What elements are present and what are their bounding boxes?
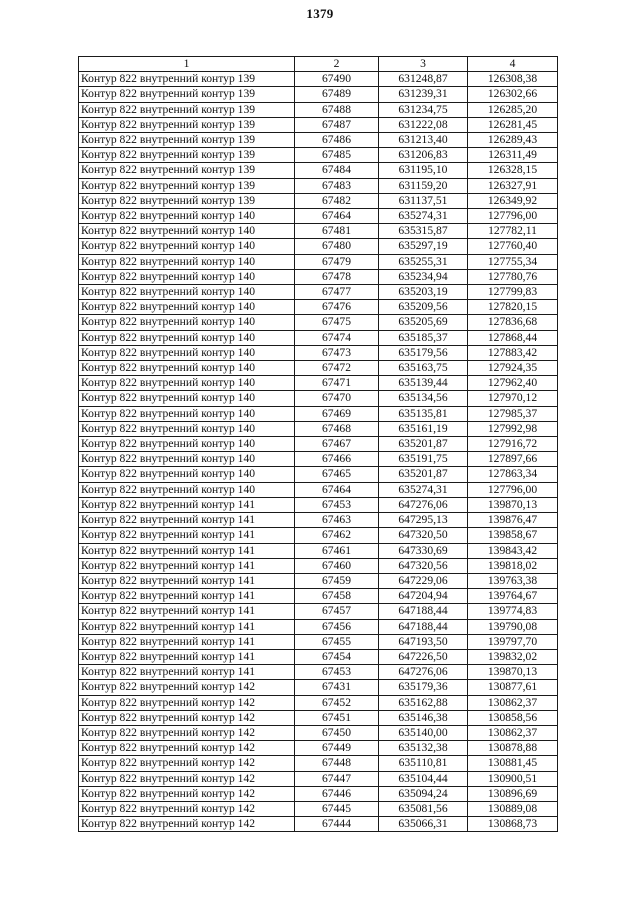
table-body	[79, 72, 558, 832]
y-coordinate-cell: 139764,67	[468, 589, 558, 604]
contour-name-cell: Контур 822 внутренний контур 140	[79, 467, 295, 482]
table-row	[79, 649, 558, 664]
x-coordinate-cell: 635179,36	[379, 680, 468, 695]
table-row	[79, 725, 558, 740]
y-coordinate-cell: 139858,67	[468, 528, 558, 543]
x-coordinate-cell: 635132,38	[379, 741, 468, 756]
table-row	[79, 87, 558, 102]
point-number-cell: 67474	[295, 330, 379, 345]
contour-name-cell: Контур 822 внутренний контур 141	[79, 649, 295, 664]
point-number-cell: 67467	[295, 437, 379, 452]
x-coordinate-cell: 635104,44	[379, 771, 468, 786]
column-header-4: 4	[468, 57, 558, 72]
table-row	[79, 695, 558, 710]
table-row	[79, 133, 558, 148]
contour-name-cell: Контур 822 внутренний контур 141	[79, 528, 295, 543]
x-coordinate-cell: 647188,44	[379, 619, 468, 634]
contour-name-cell: Контур 822 внутренний контур 139	[79, 102, 295, 117]
table-row	[79, 391, 558, 406]
point-number-cell: 67478	[295, 269, 379, 284]
table-row	[79, 513, 558, 528]
point-number-cell: 67463	[295, 513, 379, 528]
y-coordinate-cell: 139790,08	[468, 619, 558, 634]
point-number-cell: 67476	[295, 300, 379, 315]
x-coordinate-cell: 647229,06	[379, 573, 468, 588]
contour-name-cell: Контур 822 внутренний контур 140	[79, 285, 295, 300]
x-coordinate-cell: 647330,69	[379, 543, 468, 558]
x-coordinate-cell: 631213,40	[379, 133, 468, 148]
point-number-cell: 67485	[295, 148, 379, 163]
point-number-cell: 67461	[295, 543, 379, 558]
contour-name-cell: Контур 822 внутренний контур 140	[79, 406, 295, 421]
y-coordinate-cell: 127836,68	[468, 315, 558, 330]
page-number: 1379	[306, 6, 334, 21]
contour-name-cell: Контур 822 внутренний контур 141	[79, 573, 295, 588]
table-row	[79, 148, 558, 163]
table-row	[79, 178, 558, 193]
y-coordinate-cell: 130889,08	[468, 801, 558, 816]
point-number-cell: 67486	[295, 133, 379, 148]
x-coordinate-cell: 635163,75	[379, 361, 468, 376]
contour-name-cell: Контур 822 внутренний контур 141	[79, 589, 295, 604]
table-row	[79, 482, 558, 497]
y-coordinate-cell: 127820,15	[468, 300, 558, 315]
contour-name-cell: Контур 822 внутренний контур 141	[79, 558, 295, 573]
y-coordinate-cell: 127863,34	[468, 467, 558, 482]
x-coordinate-cell: 631239,31	[379, 87, 468, 102]
y-coordinate-cell: 126302,66	[468, 87, 558, 102]
x-coordinate-cell: 635203,19	[379, 285, 468, 300]
contour-name-cell: Контур 822 внутренний контур 140	[79, 421, 295, 436]
contour-name-cell: Контур 822 внутренний контур 140	[79, 330, 295, 345]
contour-name-cell: Контур 822 внутренний контур 140	[79, 239, 295, 254]
table-row	[79, 437, 558, 452]
contour-name-cell: Контур 822 внутренний контур 142	[79, 680, 295, 695]
table-row	[79, 665, 558, 680]
y-coordinate-cell: 126349,92	[468, 193, 558, 208]
table-row	[79, 497, 558, 512]
table-row	[79, 117, 558, 132]
point-number-cell: 67471	[295, 376, 379, 391]
table-row	[79, 573, 558, 588]
y-coordinate-cell: 130900,51	[468, 771, 558, 786]
x-coordinate-cell: 635161,19	[379, 421, 468, 436]
table-header	[79, 57, 558, 72]
x-coordinate-cell: 635081,56	[379, 801, 468, 816]
contour-name-cell: Контур 822 внутренний контур 140	[79, 391, 295, 406]
x-coordinate-cell: 647276,06	[379, 497, 468, 512]
x-coordinate-cell: 635185,37	[379, 330, 468, 345]
table-row	[79, 421, 558, 436]
table-row	[79, 771, 558, 786]
table-row	[79, 269, 558, 284]
point-number-cell: 67480	[295, 239, 379, 254]
contour-name-cell: Контур 822 внутренний контур 142	[79, 695, 295, 710]
point-number-cell: 67446	[295, 786, 379, 801]
point-number-cell: 67470	[295, 391, 379, 406]
x-coordinate-cell: 635140,00	[379, 725, 468, 740]
point-number-cell: 67448	[295, 756, 379, 771]
contour-name-cell: Контур 822 внутренний контур 139	[79, 133, 295, 148]
y-coordinate-cell: 127782,11	[468, 224, 558, 239]
y-coordinate-cell: 130862,37	[468, 725, 558, 740]
contour-name-cell: Контур 822 внутренний контур 142	[79, 710, 295, 725]
point-number-cell: 67445	[295, 801, 379, 816]
table-row	[79, 224, 558, 239]
x-coordinate-cell: 631159,20	[379, 178, 468, 193]
x-coordinate-cell: 647204,94	[379, 589, 468, 604]
point-number-cell: 67449	[295, 741, 379, 756]
x-coordinate-cell: 635234,94	[379, 269, 468, 284]
point-number-cell: 67466	[295, 452, 379, 467]
y-coordinate-cell: 127916,72	[468, 437, 558, 452]
point-number-cell: 67481	[295, 224, 379, 239]
y-coordinate-cell: 127755,34	[468, 254, 558, 269]
contour-name-cell: Контур 822 внутренний контур 140	[79, 452, 295, 467]
table-row	[79, 239, 558, 254]
x-coordinate-cell: 631248,87	[379, 72, 468, 87]
table-row	[79, 756, 558, 771]
x-coordinate-cell: 635315,87	[379, 224, 468, 239]
table-row	[79, 786, 558, 801]
contour-name-cell: Контур 822 внутренний контур 142	[79, 801, 295, 816]
point-number-cell: 67459	[295, 573, 379, 588]
point-number-cell: 67453	[295, 497, 379, 512]
point-number-cell: 67431	[295, 680, 379, 695]
point-number-cell: 67487	[295, 117, 379, 132]
contour-name-cell: Контур 822 внутренний контур 139	[79, 163, 295, 178]
table-row	[79, 193, 558, 208]
y-coordinate-cell: 127780,76	[468, 269, 558, 284]
contour-name-cell: Контур 822 внутренний контур 139	[79, 72, 295, 87]
y-coordinate-cell: 127760,40	[468, 239, 558, 254]
y-coordinate-cell: 127924,35	[468, 361, 558, 376]
point-number-cell: 67489	[295, 87, 379, 102]
x-coordinate-cell: 647320,56	[379, 558, 468, 573]
x-coordinate-cell: 635066,31	[379, 817, 468, 832]
point-number-cell: 67479	[295, 254, 379, 269]
contour-name-cell: Контур 822 внутренний контур 142	[79, 817, 295, 832]
table-row	[79, 285, 558, 300]
y-coordinate-cell: 127897,66	[468, 452, 558, 467]
table-row	[79, 254, 558, 269]
point-number-cell: 67484	[295, 163, 379, 178]
y-coordinate-cell: 130896,69	[468, 786, 558, 801]
point-number-cell: 67473	[295, 345, 379, 360]
y-coordinate-cell: 127796,00	[468, 482, 558, 497]
x-coordinate-cell: 631137,51	[379, 193, 468, 208]
contour-name-cell: Контур 822 внутренний контур 140	[79, 482, 295, 497]
table-row	[79, 102, 558, 117]
y-coordinate-cell: 127796,00	[468, 209, 558, 224]
point-number-cell: 67447	[295, 771, 379, 786]
point-number-cell: 67444	[295, 817, 379, 832]
point-number-cell: 67464	[295, 209, 379, 224]
x-coordinate-cell: 647193,50	[379, 634, 468, 649]
contour-name-cell: Контур 822 внутренний контур 140	[79, 345, 295, 360]
y-coordinate-cell: 127970,12	[468, 391, 558, 406]
y-coordinate-cell: 139832,02	[468, 649, 558, 664]
point-number-cell: 67488	[295, 102, 379, 117]
y-coordinate-cell: 126311,49	[468, 148, 558, 163]
point-number-cell: 67460	[295, 558, 379, 573]
point-number-cell: 67457	[295, 604, 379, 619]
table-row	[79, 543, 558, 558]
point-number-cell: 67482	[295, 193, 379, 208]
point-number-cell: 67450	[295, 725, 379, 740]
y-coordinate-cell: 126289,43	[468, 133, 558, 148]
table-row	[79, 452, 558, 467]
contour-name-cell: Контур 822 внутренний контур 141	[79, 543, 295, 558]
contour-name-cell: Контур 822 внутренний контур 141	[79, 513, 295, 528]
x-coordinate-cell: 631206,83	[379, 148, 468, 163]
x-coordinate-cell: 635274,31	[379, 482, 468, 497]
table-row	[79, 528, 558, 543]
table-row	[79, 376, 558, 391]
column-header-2: 2	[295, 57, 379, 72]
y-coordinate-cell: 130868,73	[468, 817, 558, 832]
table-row	[79, 604, 558, 619]
contour-name-cell: Контур 822 внутренний контур 141	[79, 619, 295, 634]
contour-name-cell: Контур 822 внутренний контур 139	[79, 87, 295, 102]
y-coordinate-cell: 139876,47	[468, 513, 558, 528]
table-row	[79, 345, 558, 360]
table-row	[79, 209, 558, 224]
contour-name-cell: Контур 822 внутренний контур 140	[79, 224, 295, 239]
contour-name-cell: Контур 822 внутренний контур 139	[79, 178, 295, 193]
x-coordinate-cell: 631222,08	[379, 117, 468, 132]
y-coordinate-cell: 126308,38	[468, 72, 558, 87]
table-row	[79, 315, 558, 330]
point-number-cell: 67454	[295, 649, 379, 664]
point-number-cell: 67475	[295, 315, 379, 330]
table-row	[79, 710, 558, 725]
contour-name-cell: Контур 822 внутренний контур 140	[79, 376, 295, 391]
table-row	[79, 361, 558, 376]
y-coordinate-cell: 130858,56	[468, 710, 558, 725]
table-row	[79, 330, 558, 345]
point-number-cell: 67464	[295, 482, 379, 497]
y-coordinate-cell: 139818,02	[468, 558, 558, 573]
table-row	[79, 589, 558, 604]
point-number-cell: 67472	[295, 361, 379, 376]
table-row	[79, 680, 558, 695]
y-coordinate-cell: 127962,40	[468, 376, 558, 391]
y-coordinate-cell: 127985,37	[468, 406, 558, 421]
contour-name-cell: Контур 822 внутренний контур 140	[79, 437, 295, 452]
column-header-1: 1	[79, 57, 295, 72]
contour-name-cell: Контур 822 внутренний контур 140	[79, 361, 295, 376]
table-row	[79, 72, 558, 87]
contour-name-cell: Контур 822 внутренний контур 141	[79, 604, 295, 619]
contour-name-cell: Контур 822 внутренний контур 141	[79, 665, 295, 680]
coordinates-table	[78, 56, 558, 832]
x-coordinate-cell: 635191,75	[379, 452, 468, 467]
table-row	[79, 619, 558, 634]
y-coordinate-cell: 127883,42	[468, 345, 558, 360]
contour-name-cell: Контур 822 внутренний контур 139	[79, 148, 295, 163]
header-row	[79, 57, 558, 72]
x-coordinate-cell: 635201,87	[379, 437, 468, 452]
x-coordinate-cell: 635146,38	[379, 710, 468, 725]
table-row	[79, 558, 558, 573]
table-row	[79, 406, 558, 421]
y-coordinate-cell: 126328,15	[468, 163, 558, 178]
point-number-cell: 67452	[295, 695, 379, 710]
contour-name-cell: Контур 822 внутренний контур 141	[79, 497, 295, 512]
contour-name-cell: Контур 822 внутренний контур 139	[79, 193, 295, 208]
contour-name-cell: Контур 822 внутренний контур 140	[79, 209, 295, 224]
x-coordinate-cell: 635209,56	[379, 300, 468, 315]
y-coordinate-cell: 126285,20	[468, 102, 558, 117]
table-row	[79, 300, 558, 315]
point-number-cell: 67451	[295, 710, 379, 725]
table-row	[79, 741, 558, 756]
x-coordinate-cell: 635201,87	[379, 467, 468, 482]
x-coordinate-cell: 631234,75	[379, 102, 468, 117]
y-coordinate-cell: 126281,45	[468, 117, 558, 132]
contour-name-cell: Контур 822 внутренний контур 142	[79, 756, 295, 771]
y-coordinate-cell: 139870,13	[468, 665, 558, 680]
x-coordinate-cell: 647295,13	[379, 513, 468, 528]
point-number-cell: 67483	[295, 178, 379, 193]
x-coordinate-cell: 635297,19	[379, 239, 468, 254]
x-coordinate-cell: 635179,56	[379, 345, 468, 360]
point-number-cell: 67455	[295, 634, 379, 649]
y-coordinate-cell: 127868,44	[468, 330, 558, 345]
contour-name-cell: Контур 822 внутренний контур 140	[79, 254, 295, 269]
x-coordinate-cell: 635162,88	[379, 695, 468, 710]
point-number-cell: 67465	[295, 467, 379, 482]
point-number-cell: 67469	[295, 406, 379, 421]
y-coordinate-cell: 139870,13	[468, 497, 558, 512]
contour-name-cell: Контур 822 внутренний контур 142	[79, 725, 295, 740]
contour-name-cell: Контур 822 внутренний контур 140	[79, 300, 295, 315]
point-number-cell: 67456	[295, 619, 379, 634]
column-header-3: 3	[379, 57, 468, 72]
table-row	[79, 163, 558, 178]
y-coordinate-cell: 127992,98	[468, 421, 558, 436]
y-coordinate-cell: 130878,88	[468, 741, 558, 756]
point-number-cell: 67477	[295, 285, 379, 300]
x-coordinate-cell: 647188,44	[379, 604, 468, 619]
contour-name-cell: Контур 822 внутренний контур 139	[79, 117, 295, 132]
x-coordinate-cell: 635255,31	[379, 254, 468, 269]
table-row	[79, 801, 558, 816]
table-row	[79, 634, 558, 649]
point-number-cell: 67462	[295, 528, 379, 543]
x-coordinate-cell: 631195,10	[379, 163, 468, 178]
y-coordinate-cell: 126327,91	[468, 178, 558, 193]
y-coordinate-cell: 139763,38	[468, 573, 558, 588]
contour-name-cell: Контур 822 внутренний контур 142	[79, 786, 295, 801]
contour-name-cell: Контур 822 внутренний контур 141	[79, 634, 295, 649]
point-number-cell: 67468	[295, 421, 379, 436]
y-coordinate-cell: 130862,37	[468, 695, 558, 710]
contour-name-cell: Контур 822 внутренний контур 140	[79, 269, 295, 284]
point-number-cell: 67458	[295, 589, 379, 604]
contour-name-cell: Контур 822 внутренний контур 140	[79, 315, 295, 330]
y-coordinate-cell: 139774,83	[468, 604, 558, 619]
table-row	[79, 817, 558, 832]
x-coordinate-cell: 635274,31	[379, 209, 468, 224]
x-coordinate-cell: 635094,24	[379, 786, 468, 801]
y-coordinate-cell: 127799,83	[468, 285, 558, 300]
x-coordinate-cell: 647276,06	[379, 665, 468, 680]
contour-name-cell: Контур 822 внутренний контур 142	[79, 771, 295, 786]
x-coordinate-cell: 635135,81	[379, 406, 468, 421]
y-coordinate-cell: 130881,45	[468, 756, 558, 771]
y-coordinate-cell: 130877,61	[468, 680, 558, 695]
point-number-cell: 67490	[295, 72, 379, 87]
x-coordinate-cell: 635139,44	[379, 376, 468, 391]
y-coordinate-cell: 139797,70	[468, 634, 558, 649]
contour-name-cell: Контур 822 внутренний контур 142	[79, 741, 295, 756]
point-number-cell: 67453	[295, 665, 379, 680]
x-coordinate-cell: 635205,69	[379, 315, 468, 330]
x-coordinate-cell: 635110,81	[379, 756, 468, 771]
x-coordinate-cell: 647226,50	[379, 649, 468, 664]
x-coordinate-cell: 647320,50	[379, 528, 468, 543]
x-coordinate-cell: 635134,56	[379, 391, 468, 406]
y-coordinate-cell: 139843,42	[468, 543, 558, 558]
table-row	[79, 467, 558, 482]
